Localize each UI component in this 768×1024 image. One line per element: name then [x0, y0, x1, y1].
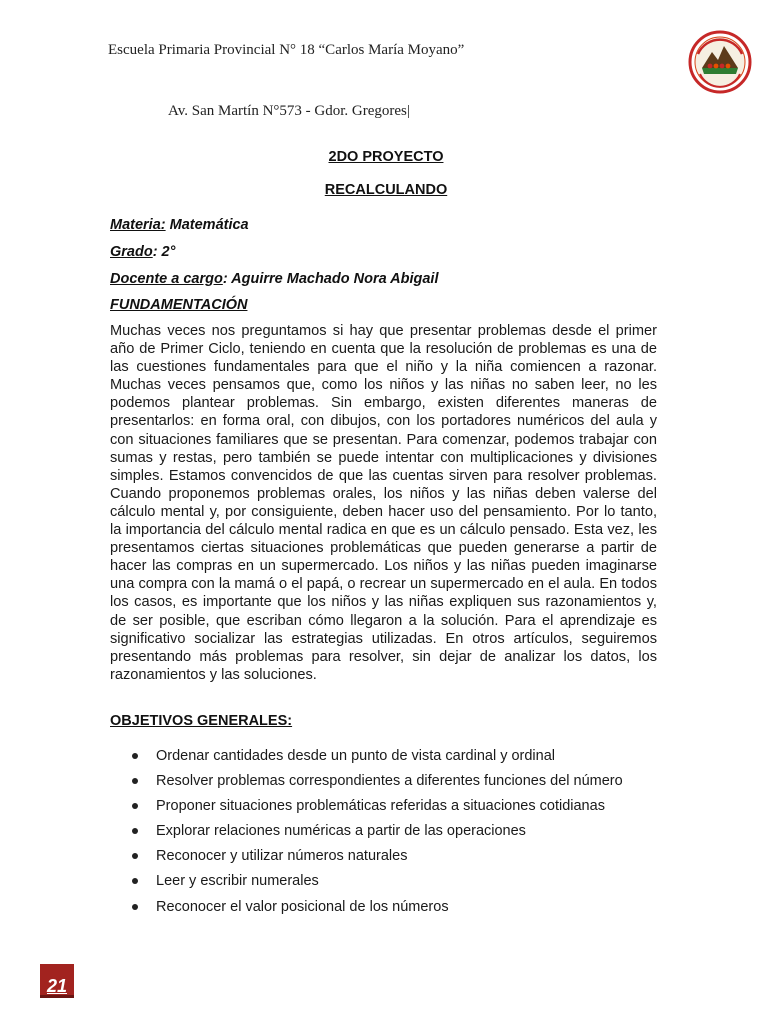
grade-line	[110, 244, 175, 260]
list-item	[110, 746, 670, 771]
grade-label: Grado	[110, 244, 153, 260]
school-address: Av. San Martín N°573 - Gdor. Gregores|	[168, 103, 410, 119]
school-seal-icon	[688, 30, 752, 94]
list-item-text: Ordenar cantidades desde un punto de vista cardinal y ordinal	[156, 748, 556, 764]
objetivos-list	[110, 746, 670, 922]
fundamentacion-paragraph: Muchas veces nos preguntamos si hay que presentar problemas desde el primer año de Primer Ciclo, teniendo en cuenta que la resolución de problemas es una de las cuestiones fundamentales para que el niño y la niña comiencen a razonar. Muchas veces pensamos que, como los niños y las niñas no saben leer, no les podemos plantear problemas. Sin embargo, existen diferentes maneras de presentarlos: en forma oral, con dibujos, con los portadores numéricos del aula y con situaciones familiares que se presentan. Para comenzar, podemos trabajar con sumas y restas, pero también se puede intentar con multiplicaciones y divisiones simples. Estamos convencidos de que las cuentas sirven para resolver problemas. Cuando proponemos problemas orales, los niños y las niñas deben valerse del cálculo mental y, por consiguiente, deben hacer uso del pensamiento. Por lo tanto, la importancia del cálculo mental radica en que es un cálculo pensado. Esta vez, les presentamos ciertas situaciones problemáticas que pueden generarse a partir de hacer las compras en un supermercado. Los niños y las niñas pueden imaginarse una compra con la mamá o el papá, o recrear un supermercado en el aula. En todos los casos, es importante que los niños y las niñas expliquen sus razonamientos y, de ser posible, que escriban cómo llegaron a la solución. Para el aprendizaje es significativo socializar las estrategias utilizadas. En otros artículos, seguiremos presentando más problemas para resolver, sin dejar de analizar los datos, los razonamientos y las soluciones.	[110, 323, 657, 683]
bullet-icon	[132, 853, 138, 859]
list-item-text: Reconocer y utilizar números naturales	[156, 848, 408, 865]
list-item-text: Resolver problemas correspondientes a diferentes funciones del número	[156, 773, 623, 790]
bullet-icon	[132, 753, 138, 759]
bullet-icon	[132, 878, 138, 884]
list-item	[110, 897, 670, 922]
teacher-value: : Aguirre Machado Nora Abigail	[222, 271, 439, 287]
bullet-icon	[132, 904, 138, 910]
list-item	[110, 796, 670, 821]
subject-label: Materia:	[110, 217, 166, 233]
bullet-icon	[132, 828, 138, 834]
page-number-badge	[40, 964, 74, 998]
project-subtitle: RECALCULANDO	[324, 182, 448, 198]
list-item-text: Explorar relaciones numéricas a partir de las operaciones	[156, 823, 526, 840]
teacher-label: Docente a cargo	[110, 271, 223, 287]
school-name: Escuela Primaria Provincial N° 18 “Carlos María Moyano”	[108, 42, 465, 58]
fundamentacion-heading: FUNDAMENTACIÓN	[110, 297, 248, 313]
list-item-text: Reconocer el valor posicional de los números	[156, 898, 449, 915]
bullet-icon	[132, 803, 138, 809]
list-item	[110, 771, 670, 796]
teacher-line	[110, 271, 438, 287]
page-number: 21	[46, 976, 68, 996]
list-item	[110, 846, 670, 871]
grade-value: : 2°	[152, 244, 176, 260]
objetivos-heading: OBJETIVOS GENERALES:	[110, 713, 293, 729]
list-item-text: Leer y escribir numerales	[156, 873, 319, 890]
subject-line	[110, 217, 249, 233]
bullet-icon	[132, 778, 138, 784]
list-item	[110, 871, 670, 896]
list-item-text: Proponer situaciones problemáticas referidas a situaciones cotidianas	[156, 798, 605, 815]
list-item	[110, 821, 670, 846]
project-title: 2DO PROYECTO	[328, 149, 444, 165]
subject-value: Matemática	[165, 217, 249, 233]
